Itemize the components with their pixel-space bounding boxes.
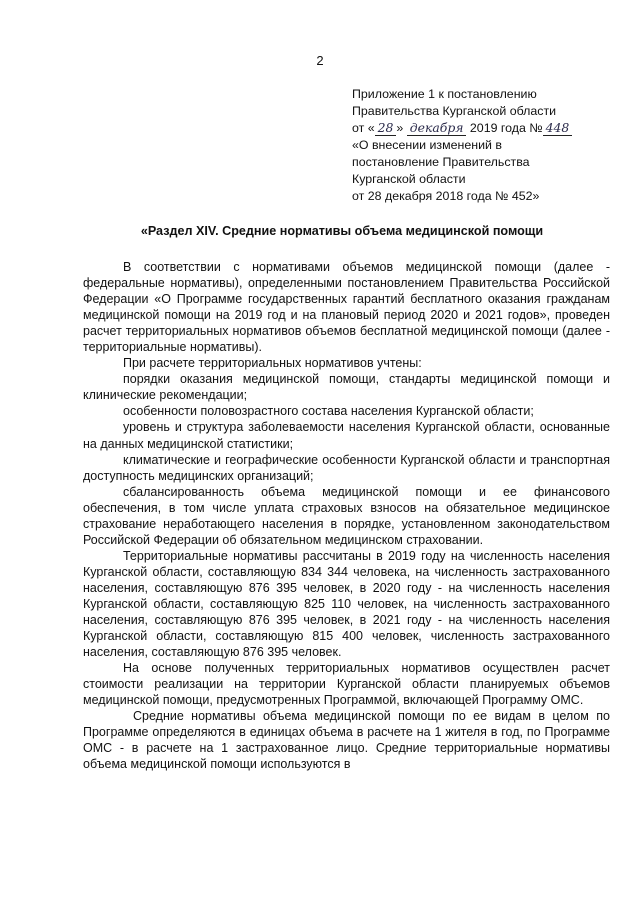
paragraph: На основе полученных территориальных нормативов осуществлен расчет стоимости реализации на территории Курганской области планируемых объемов медицинской помощи, предусмотренных Программой, включающей Программу ОМС.	[83, 661, 610, 708]
page-number: 2	[316, 53, 324, 68]
paragraph: Территориальные нормативы рассчитаны в 2019 году на численность населения Курганской области, составляющую 834 344 человека, на численность застрахованного населения, составляющую 876 395 человек, в 2020 году - на численность населения Курганской области, составляющую 825 110 человек, на численность застрахованного населения, составляющую 876 395 человек, в 2021 году - на численность населения Курганской области, составляющую 815 400 человек, численность застрахованного населения, составляющую 876 395 человек.	[83, 548, 610, 660]
body-text	[83, 259, 610, 773]
handwritten-day: 28	[375, 121, 397, 136]
section-heading: «Раздел XIV. Средние нормативы объема медицинской помощи	[140, 224, 544, 238]
paragraph: сбалансированность объема медицинской помощи и ее финансового обеспечения, в том числе уплата страховых взносов на обязательное медицинское страхование неработающего населения в порядке, установленном законодательством Российской Федерации об обязательном медицинском страховании.	[83, 484, 610, 547]
appendix-line: постановление Правительства	[352, 155, 530, 169]
appendix-line: Курганской области	[352, 172, 466, 186]
date-prefix: от «	[352, 121, 375, 135]
date-mid: »	[396, 121, 404, 135]
handwritten-month: декабря	[407, 121, 467, 136]
date-year: 2019 года №	[469, 121, 543, 135]
appendix-date-line	[352, 120, 612, 137]
paragraph: При расчете территориальных нормативов учтены:	[123, 356, 422, 371]
paragraph: порядки оказания медицинской помощи, стандарты медицинской помощи и клинические рекомендации;	[83, 372, 610, 403]
paragraph: В соответствии с нормативами объемов медицинской помощи (далее - федеральные нормативы), определенными постановлением Правительства Российской Федерации «О Программе государственных гарантий бесплатного оказания гражданам медицинской помощи на 2019 год и на плановый период 2020 и 2021 годов», проведен расчет территориальных нормативов объемов бесплатной медицинской помощи (далее - территориальные нормативы).	[83, 260, 610, 355]
appendix-line: от 28 декабря 2018 года № 452»	[352, 189, 540, 203]
paragraph: уровень и структура заболеваемости населения Курганской области, основанные на данных медицинской статистики;	[83, 420, 610, 451]
appendix-line: Правительства Курганской области	[352, 104, 557, 118]
paragraph: особенности половозрастного состава населения Курганской области;	[123, 404, 534, 419]
handwritten-number: 448	[543, 121, 573, 136]
appendix-line: «О внесении изменений в	[352, 138, 502, 152]
paragraph: климатические и географические особенности Курганской области и транспортная доступность медицинских организаций;	[83, 452, 610, 483]
appendix-line: Приложение 1 к постановлению	[352, 87, 537, 101]
paragraph: Средние нормативы объема медицинской помощи по ее видам в целом по Программе определяются в единицах объема в расчете на 1 жителя в год, по Программе ОМС - в расчете на 1 застрахованное лицо. Средние территориальные нормативы объема медицинской помощи используются в	[83, 709, 610, 772]
appendix-block	[352, 86, 612, 205]
